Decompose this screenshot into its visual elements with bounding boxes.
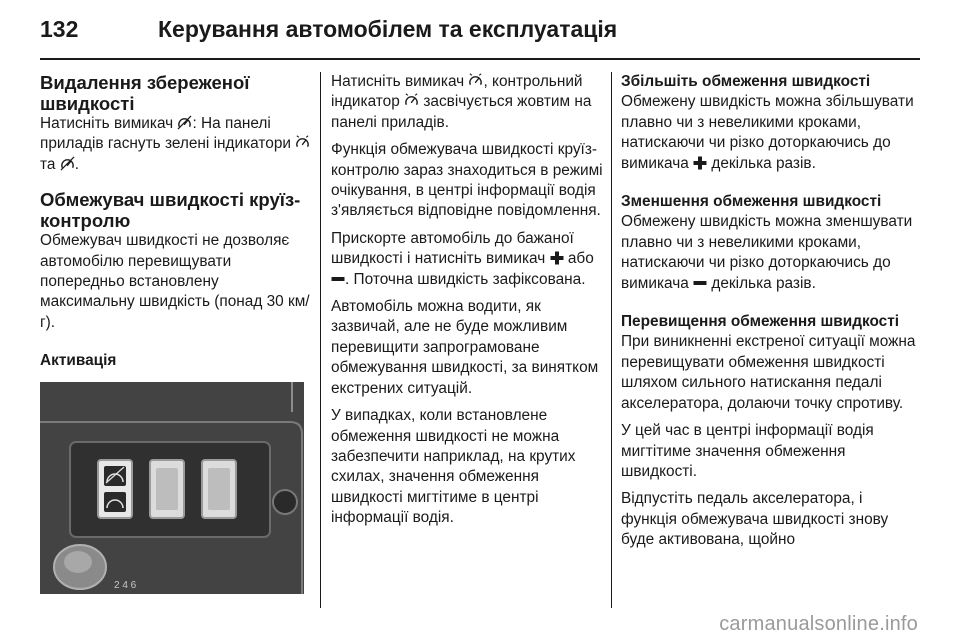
minus-icon <box>331 272 345 286</box>
plus-icon <box>550 251 564 265</box>
heading-decrease-limit: Зменшення обмеження швидкості <box>621 193 882 211</box>
header-divider <box>40 58 920 60</box>
heading-activation: Активація <box>40 352 117 370</box>
page-header <box>40 12 920 52</box>
gear-pattern-labels: 2 4 6 <box>114 579 137 591</box>
paragraph-emergency: При виникненні екстреної ситуації можна перевищувати обмеження швидкості шляхом сильного натискання педалі акселератора, долаючи точку спротиву. <box>621 333 916 412</box>
page-title: Керування автомобілем та експлуатація <box>158 16 618 42</box>
speed-limiter-icon <box>295 135 310 150</box>
column-divider-1 <box>320 72 321 608</box>
speed-limiter-icon <box>404 93 419 108</box>
column-1 <box>40 72 312 594</box>
paragraph-remove-speed: Натисніть вимикач : На панелі приладів гаснуть зелені індикатори та . <box>40 114 312 175</box>
dashboard-switches-photo <box>40 382 304 594</box>
heading-exceed-limit: Перевищення обмеження швидкості <box>621 313 900 331</box>
minus-icon <box>693 276 707 290</box>
paragraph-standby: Функція обмежувача швидкості круїз-контролю зараз знаходиться в режимі очікування, в центрі інформації водія з'являється відповідне повідомлення. <box>331 141 603 220</box>
column-3 <box>621 72 921 551</box>
paragraph-steep-slopes: У випадках, коли встановлене обмеження швидкості не можна забезпечити наприклад, на крутих схилах, значення обмеження швидкості мигтітиме в центрі інформації водія. <box>331 407 576 527</box>
paragraph-decrease-limit: Обмежену швидкість можна зменшувати плавно чи з невеликими кроками, натискаючи чи різко доторкаючись до вимикача декілька разів. <box>621 213 913 292</box>
watermark: carmanualsonline.info <box>719 613 918 635</box>
paragraph-increase-limit: Обмежену швидкість можна збільшувати плавно чи з невеликими кроками, натискаючи чи різко доторкаючись до вимикача декілька разів. <box>621 93 914 172</box>
heading-increase-limit: Збільшіть обмеження швидкості <box>621 73 871 90</box>
page-number: 132 <box>40 16 79 42</box>
paragraph-speed-limiter: Обмежувач швидкості не дозволяє автомобілю перевищувати попередньо встановлену максимальну швидкість (понад 30 км/г). <box>40 232 310 331</box>
speed-limiter-off-icon <box>60 156 75 171</box>
plus-icon <box>693 156 707 170</box>
paragraph-press-switch: Натисніть вимикач , контрольний індикатор засвічується жовтим на панелі приладів. <box>331 73 592 131</box>
paragraph-release-pedal: Відпустіть педаль акселератора, і функція обмежувача швидкості знову буде активована, щойно <box>621 490 889 549</box>
speed-limiter-off-icon <box>177 115 192 130</box>
column-divider-2 <box>611 72 612 608</box>
heading-remove-speed: Видалення збереженої швидкості <box>40 72 250 114</box>
paragraph-flashing: У цей час в центрі інформації водія мигтітиме значення обмеження швидкості. <box>621 422 874 480</box>
paragraph-accelerate: Прискорте автомобіль до бажаної швидкості і натисніть вимикач або . Поточна швидкість зафіксована. <box>331 229 594 288</box>
column-2 <box>331 72 611 529</box>
speed-limiter-icon <box>468 73 483 88</box>
heading-speed-limiter: Обмежувач швидкості круїз-контролю <box>40 189 301 232</box>
paragraph-driving: Автомобіль можна водити, як зазвичай, але не буде можливим перевищити запрограмоване обмежування швидкості, за винятком екстрених ситуацій. <box>331 298 599 397</box>
